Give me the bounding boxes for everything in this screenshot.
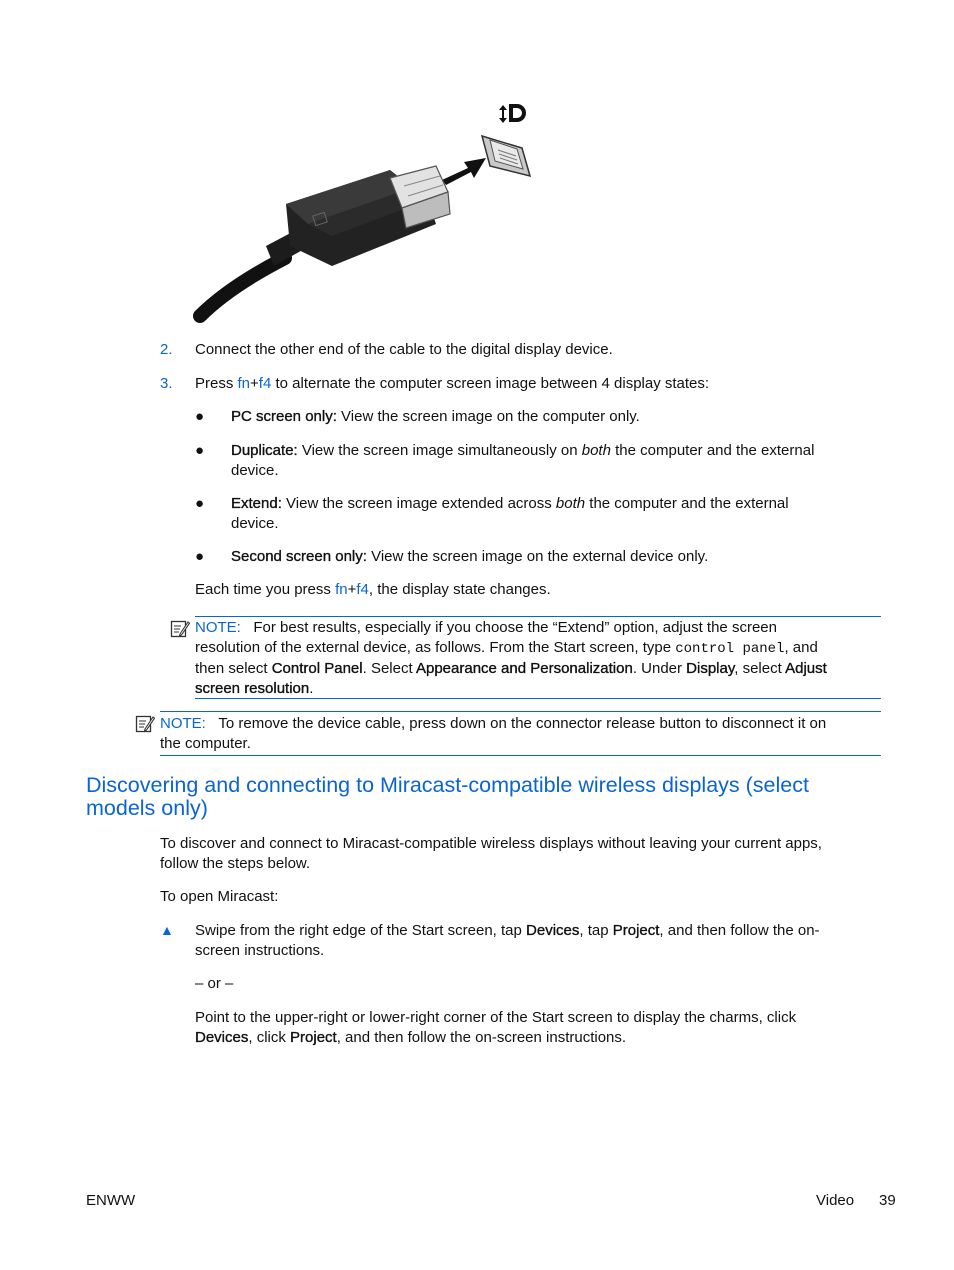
display-state-item: Extend: View the screen image extended across both the computer and the external device. (231, 495, 789, 532)
point-instruction: Point to the upper-right or lower-right corner of the Start screen to display the charms, click Devices, click Project, and then follow the on-screen instructions. (195, 1009, 797, 1046)
bullet-icon: ● (195, 442, 205, 459)
note-block: NOTE: For best results, especially if you choose the “Extend” option, adjust the screen resolution of the external device, as follows. From the Start screen, type control panel, and then select Control Panel. Select Appearance and Personalization. Under Display, select Adjust screen resolution. (195, 619, 827, 697)
step-number: 3. (160, 375, 173, 392)
key-fn-link[interactable]: fn (335, 581, 348, 598)
triangle-bullet-icon: ▲ (160, 922, 174, 938)
displayport-connector (286, 166, 450, 266)
bullet-icon: ● (195, 495, 205, 512)
note-top-rule (195, 616, 881, 617)
each-time-text: Each time you press fn+f4, the display state changes. (195, 581, 551, 598)
note-label: NOTE: (160, 715, 206, 732)
swipe-instruction: Swipe from the right edge of the Start screen, tap Devices, tap Project, and then follow the on- screen instructions. (195, 922, 820, 959)
displayport-port-icon (482, 136, 530, 176)
code-text: control panel (675, 640, 785, 657)
or-separator: – or – (195, 975, 234, 992)
display-state-item: PC screen only: View the screen image on the computer only. (231, 408, 640, 425)
displayport-cable-illustration (190, 96, 540, 324)
footer-left-label: ENWW (86, 1192, 136, 1209)
display-state-item: Duplicate: View the screen image simultaneously on both the computer and the external device. (231, 442, 815, 479)
footer-section-name: Video (816, 1192, 855, 1209)
step-text: Press fn+f4 to alternate the computer screen image between 4 display states: (195, 375, 710, 392)
display-state-item: Second screen only: View the screen image on the external device only. (231, 548, 709, 565)
displayport-logo-icon (499, 104, 526, 123)
section-intro: To discover and connect to Miracast-compatible wireless displays without leaving your current apps, follow the steps below. (160, 835, 822, 872)
open-miracast-text: To open Miracast: (160, 888, 279, 905)
cable-wire (200, 258, 285, 316)
note-bottom-rule (160, 755, 881, 756)
bullet-icon: ● (195, 408, 205, 425)
step-text: Connect the other end of the cable to the digital display device. (195, 341, 613, 358)
note-block: NOTE: To remove the device cable, press down on the connector release button to disconnect it on the computer. (160, 715, 827, 752)
section-heading: Discovering and connecting to Miracast-compatible wireless displays (select models only) (86, 773, 809, 820)
footer-page-number: 39 (879, 1192, 896, 1209)
key-fn-link[interactable]: fn (237, 375, 251, 392)
note-label: NOTE: (195, 619, 241, 636)
note-bottom-rule (195, 698, 881, 699)
note-icon (170, 619, 190, 639)
insert-arrow-icon (442, 158, 486, 185)
bullet-icon: ● (195, 548, 205, 565)
note-icon (135, 714, 155, 734)
note-top-rule (160, 711, 881, 712)
key-f4-link[interactable]: f4 (356, 581, 369, 598)
key-f4-link[interactable]: f4 (258, 375, 272, 392)
step-number: 2. (160, 341, 173, 358)
